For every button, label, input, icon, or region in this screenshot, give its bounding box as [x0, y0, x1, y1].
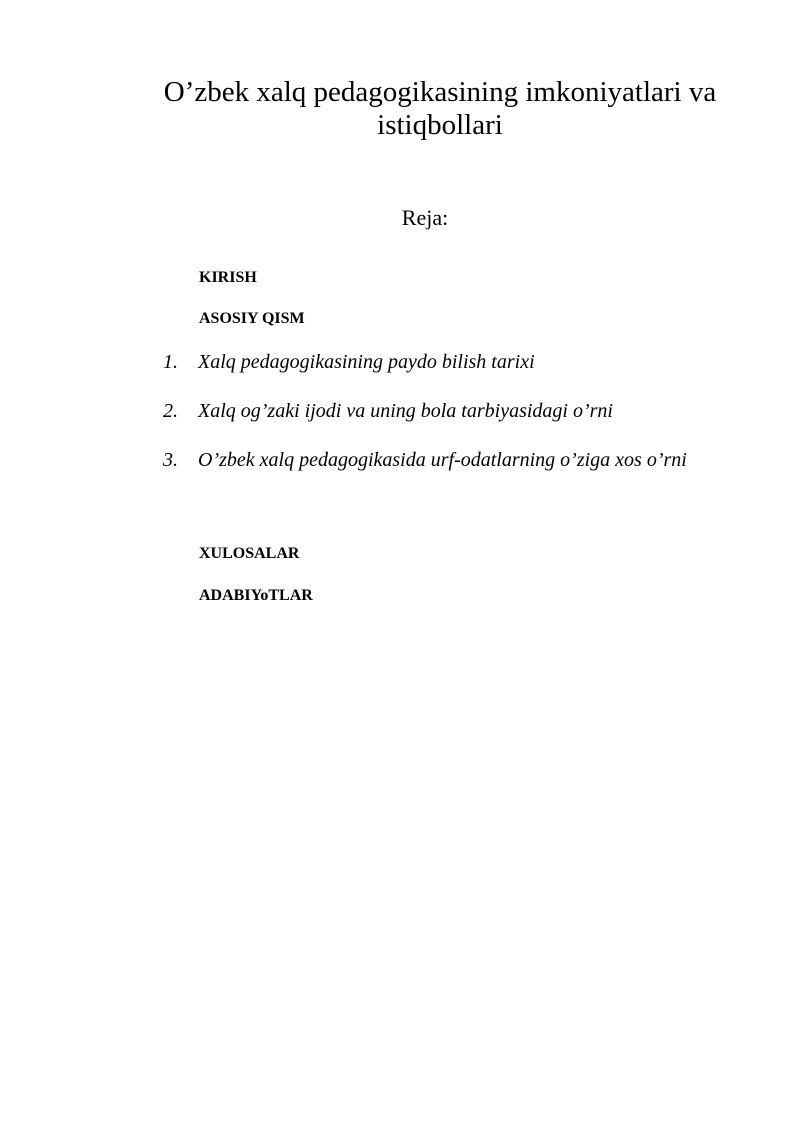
plan-item-3	[163, 442, 690, 479]
plan-item-2	[163, 393, 690, 430]
section-asosiy-qism: ASOSIY QISM	[199, 310, 305, 327]
item-text: Xalq pedagogikasining paydo bilish tarixi	[198, 351, 535, 373]
plan-heading: Reja:	[401, 205, 449, 230]
section-adabiyotlar: ADABIYoTLAR	[199, 587, 313, 604]
item-text: O’zbek xalq pedagogikasida urf-odatlarning o’ziga xos o’rni	[198, 449, 687, 471]
document-title: O’zbek xalq pedagogikasining imkoniyatlari va istiqbollari	[163, 76, 717, 141]
section-kirish: KIRISH	[199, 269, 257, 286]
item-number: 2.	[163, 400, 178, 422]
plan-item-1	[163, 344, 690, 381]
item-number: 3.	[163, 449, 178, 471]
item-text: Xalq og’zaki ijodi va uning bola tarbiyasidagi o’rni	[198, 400, 613, 422]
section-xulosalar: XULOSALAR	[199, 545, 300, 562]
item-number: 1.	[163, 351, 178, 373]
